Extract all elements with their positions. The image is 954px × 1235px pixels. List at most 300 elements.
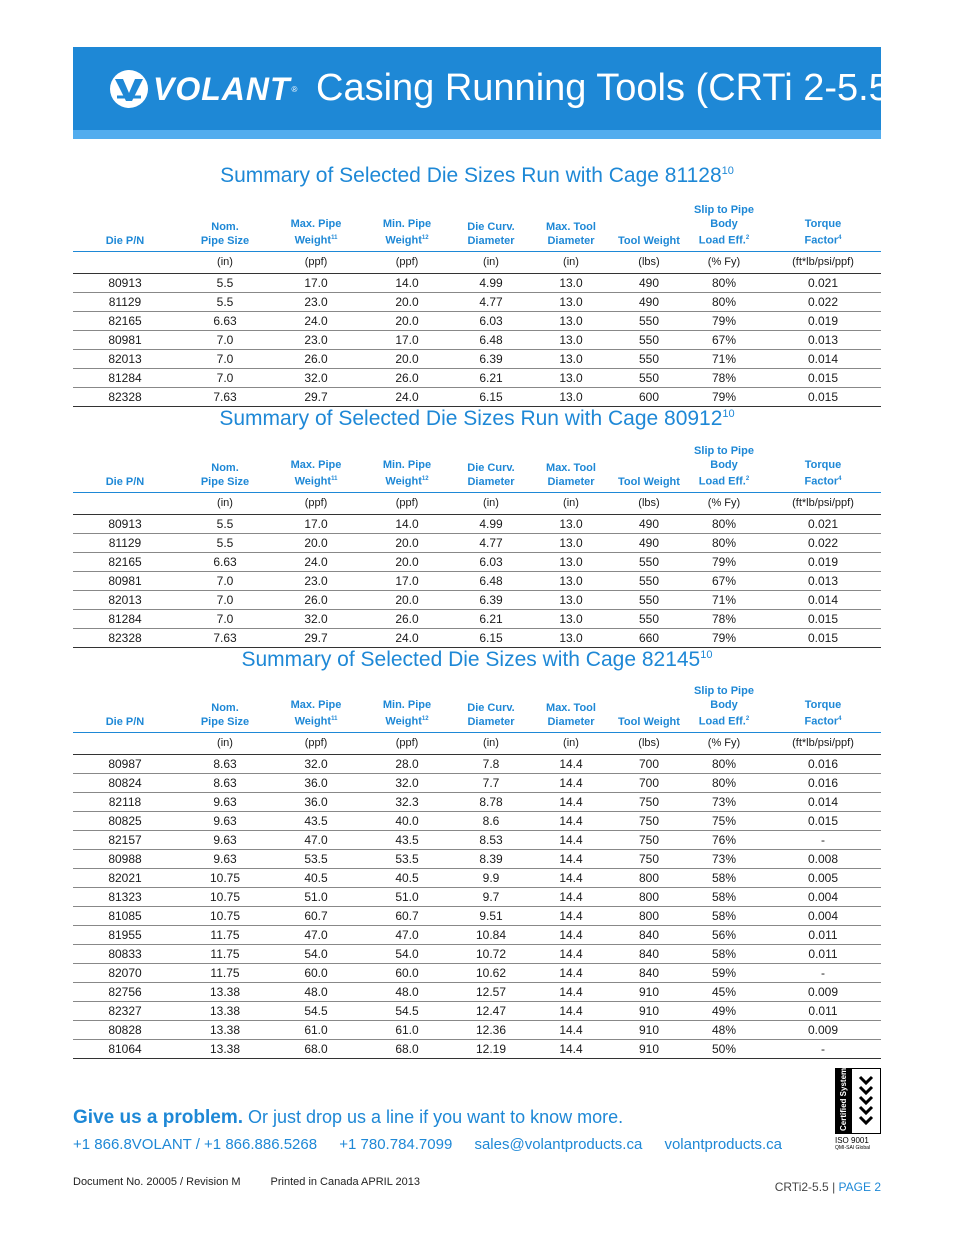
table-cell: 40.0 <box>359 811 455 830</box>
table-cell: 32.0 <box>273 368 359 387</box>
table-cell: 81955 <box>73 925 177 944</box>
table-row <box>73 906 881 925</box>
table-cell: 6.03 <box>455 552 527 571</box>
table-cell: 0.014 <box>765 590 881 609</box>
iso-certification-badge <box>835 1068 881 1152</box>
column-header-line1: Nom. <box>211 461 239 474</box>
table-cell: 47.0 <box>273 925 359 944</box>
unit-cell: (ppf) <box>359 251 455 273</box>
table-cell: 7.63 <box>177 628 273 647</box>
table-cell: 60.0 <box>359 963 455 982</box>
table-row <box>73 311 881 330</box>
table-cell: 54.0 <box>273 944 359 963</box>
table-cell: 75% <box>683 811 765 830</box>
table-cell: 23.0 <box>273 330 359 349</box>
column-header-line1: Min. Pipe <box>382 699 432 711</box>
column-header-line1: Slip to Pipe Body <box>694 204 754 230</box>
unit-cell <box>73 492 177 514</box>
table-cell: 82013 <box>73 590 177 609</box>
column-header-text: Diameter <box>467 715 515 728</box>
table-cell: 80% <box>683 533 765 552</box>
table-cell: 0.004 <box>765 887 881 906</box>
table-cell: 11.75 <box>177 944 273 963</box>
table-cell: 17.0 <box>273 514 359 533</box>
table-cell: 20.0 <box>359 590 455 609</box>
table-cell: 7.63 <box>177 387 273 406</box>
table-header-row <box>73 203 881 251</box>
column-header-line2 <box>527 715 615 729</box>
table-row <box>73 330 881 349</box>
table-row <box>73 609 881 628</box>
certified-system-box <box>835 1068 881 1134</box>
table-cell: 7.0 <box>177 349 273 368</box>
table-cell: 13.0 <box>527 552 615 571</box>
section-title-footnote: 10 <box>722 408 735 420</box>
column-header <box>273 444 359 492</box>
table-cell: 13.0 <box>527 571 615 590</box>
unit-cell <box>73 251 177 273</box>
column-header-line1: Slip to Pipe Body <box>694 685 754 711</box>
table-cell: 58% <box>683 944 765 963</box>
table-cell: 81284 <box>73 609 177 628</box>
column-header-line1: Max. Pipe <box>290 699 342 711</box>
column-header-text: Pipe Size <box>200 234 250 247</box>
section-title-text: Summary of Selected Die Sizes with Cage 82145 <box>241 648 701 671</box>
table-cell: 17.0 <box>273 273 359 292</box>
table-cell: 9.9 <box>455 868 527 887</box>
column-header-line2 <box>455 234 527 248</box>
table-cell: 14.4 <box>527 868 615 887</box>
column-header-text: Weight <box>294 475 332 488</box>
table-cell: 20.0 <box>359 552 455 571</box>
table-cell: 23.0 <box>273 571 359 590</box>
column-header <box>455 444 527 492</box>
column-header-line2 <box>177 234 273 248</box>
column-header-text: Diameter <box>547 475 595 488</box>
table-cell: 48.0 <box>273 982 359 1001</box>
die-table-cage-80912 <box>73 444 881 648</box>
table-cell: 6.48 <box>455 571 527 590</box>
table-cell: 8.6 <box>455 811 527 830</box>
unit-cell: (ft*lb/psi/ppf) <box>765 492 881 514</box>
column-header-line1 <box>73 461 177 475</box>
table-cell: 6.21 <box>455 368 527 387</box>
table-cell: 10.84 <box>455 925 527 944</box>
table-row <box>73 273 881 292</box>
column-header-footnote: 12 <box>421 716 429 722</box>
unit-cell: (lbs) <box>615 251 683 273</box>
column-header-text: Die P/N <box>105 715 145 728</box>
column-header-line1 <box>615 461 683 475</box>
table-cell: 82165 <box>73 311 177 330</box>
column-header-line2 <box>455 475 527 489</box>
column-header-line2 <box>177 715 273 729</box>
table-cell: 0.013 <box>765 571 881 590</box>
table-cell: 14.4 <box>527 849 615 868</box>
table-cell: 910 <box>615 1001 683 1020</box>
table-cell: 82327 <box>73 1001 177 1020</box>
table-cell: 80988 <box>73 849 177 868</box>
table-cell: 0.015 <box>765 628 881 647</box>
table-cell: 80% <box>683 514 765 533</box>
column-header-text: Weight <box>294 715 332 728</box>
table-cell: 12.36 <box>455 1020 527 1039</box>
phone-local[interactable]: +1 780.784.7099 <box>339 1136 453 1153</box>
phone-tollfree[interactable]: +1 866.8VOLANT / +1 866.886.5268 <box>73 1136 318 1153</box>
unit-cell: (% Fy) <box>683 732 765 754</box>
table-cell: 58% <box>683 868 765 887</box>
table-cell: 23.0 <box>273 292 359 311</box>
column-header <box>765 203 881 251</box>
section-title-text: Summary of Selected Die Sizes Run with Cage 81128 <box>220 164 722 187</box>
column-header-line2 <box>455 715 527 729</box>
column-header <box>73 444 177 492</box>
table-cell: 48% <box>683 1020 765 1039</box>
column-header-line2 <box>683 712 765 729</box>
column-header-line1: Torque <box>804 459 842 471</box>
table-cell: 8.53 <box>455 830 527 849</box>
iso-label: ISO 9001 <box>835 1136 869 1145</box>
column-header-line1: Nom. <box>211 220 239 233</box>
iso-registrar: QMI-SAI Global <box>835 1145 871 1151</box>
table-cell: 61.0 <box>359 1020 455 1039</box>
table-cell: 14.4 <box>527 1020 615 1039</box>
column-header-footnote: 2 <box>745 476 750 482</box>
product-code: CRTi2-5.5 <box>774 1180 829 1194</box>
table-cell: 14.4 <box>527 944 615 963</box>
table-cell: 79% <box>683 311 765 330</box>
table-cell: 0.009 <box>765 982 881 1001</box>
table-cell: 24.0 <box>273 311 359 330</box>
column-header-line1 <box>73 701 177 715</box>
table-row <box>73 925 881 944</box>
table-cell: 0.015 <box>765 387 881 406</box>
table-cell: 14.4 <box>527 754 615 773</box>
table-cell: 490 <box>615 533 683 552</box>
table-cell: 14.4 <box>527 811 615 830</box>
unit-cell: (lbs) <box>615 732 683 754</box>
column-header-line2 <box>73 234 177 248</box>
table-cell: 0.016 <box>765 754 881 773</box>
table-cell: 60.0 <box>273 963 359 982</box>
column-header-footnote: 11 <box>331 476 338 482</box>
table-cell: 60.7 <box>273 906 359 925</box>
units-row <box>73 492 881 514</box>
column-header-text: Factor <box>804 715 839 728</box>
table-cell: 80828 <box>73 1020 177 1039</box>
table-cell: 80% <box>683 773 765 792</box>
website-link[interactable]: volantproducts.ca <box>664 1136 783 1153</box>
table-row <box>73 533 881 552</box>
table-cell: 32.3 <box>359 792 455 811</box>
table-cell: 60.7 <box>359 906 455 925</box>
table-cell: 0.011 <box>765 925 881 944</box>
column-header <box>615 684 683 732</box>
table-cell: 81323 <box>73 887 177 906</box>
unit-cell: (in) <box>177 732 273 754</box>
column-header <box>359 444 455 492</box>
column-header-text: Pipe Size <box>200 475 250 488</box>
column-header-text: Weight <box>385 234 422 247</box>
unit-cell: (% Fy) <box>683 251 765 273</box>
table-row <box>73 590 881 609</box>
table-cell: 8.63 <box>177 754 273 773</box>
table-cell: 0.014 <box>765 792 881 811</box>
table-cell: 10.75 <box>177 906 273 925</box>
table-cell: 0.013 <box>765 330 881 349</box>
table-cell: - <box>765 1039 881 1058</box>
table-cell: 36.0 <box>273 773 359 792</box>
table-cell: 32.0 <box>359 773 455 792</box>
table-cell: 10.75 <box>177 868 273 887</box>
column-header-text: Load Eff. <box>698 234 746 247</box>
table-cell: 13.0 <box>527 273 615 292</box>
column-header-line2 <box>615 715 683 729</box>
table-cell: 8.39 <box>455 849 527 868</box>
table-cell: 7.7 <box>455 773 527 792</box>
column-header-line2 <box>615 234 683 248</box>
table-cell: 0.022 <box>765 292 881 311</box>
contact-line <box>73 1136 800 1153</box>
table-cell: 80833 <box>73 944 177 963</box>
table-cell: 82328 <box>73 628 177 647</box>
column-header-line2 <box>273 712 359 729</box>
column-header-line2 <box>359 712 455 729</box>
table-cell: 24.0 <box>359 387 455 406</box>
table-cell: 29.7 <box>273 628 359 647</box>
table-cell: 910 <box>615 1039 683 1058</box>
table-row <box>73 887 881 906</box>
table-cell: 7.8 <box>455 754 527 773</box>
column-header-line1: Slip to Pipe Body <box>694 445 754 471</box>
table-cell: 82070 <box>73 963 177 982</box>
table-cell: 68.0 <box>359 1039 455 1058</box>
table-cell: 20.0 <box>359 533 455 552</box>
table-cell: 10.72 <box>455 944 527 963</box>
table-cell: 81064 <box>73 1039 177 1058</box>
table-cell: 0.004 <box>765 906 881 925</box>
column-header <box>683 444 765 492</box>
table-cell: - <box>765 830 881 849</box>
table-cell: 6.48 <box>455 330 527 349</box>
table-cell: 14.4 <box>527 887 615 906</box>
table-cell: 840 <box>615 963 683 982</box>
cta-text: Or just drop us a line if you want to know more. <box>243 1107 624 1127</box>
unit-cell: (in) <box>455 732 527 754</box>
table-cell: 13.38 <box>177 982 273 1001</box>
table-header-row <box>73 684 881 732</box>
column-header-text: Diameter <box>547 234 595 247</box>
column-header-footnote: 2 <box>745 716 750 722</box>
table-cell: 4.99 <box>455 514 527 533</box>
column-header-line1: Die Curv. <box>467 701 515 714</box>
table-cell: 750 <box>615 792 683 811</box>
table-row <box>73 628 881 647</box>
page-header <box>73 47 903 139</box>
table-cell: 9.51 <box>455 906 527 925</box>
column-header-line1: Max. Pipe <box>290 218 342 230</box>
column-header-line1: Min. Pipe <box>382 459 432 471</box>
registered-mark: ® <box>291 84 298 94</box>
column-header-footnote: 11 <box>331 716 338 722</box>
document-info <box>73 1176 420 1188</box>
table-cell: 20.0 <box>359 349 455 368</box>
table-cell: 800 <box>615 868 683 887</box>
unit-cell: (ppf) <box>273 251 359 273</box>
header-accent-strip <box>73 130 881 139</box>
section-title-cage-81128 <box>0 164 954 188</box>
column-header <box>273 203 359 251</box>
column-header <box>455 684 527 732</box>
table-cell: 800 <box>615 887 683 906</box>
unit-cell: (in) <box>177 492 273 514</box>
column-header-line2 <box>527 234 615 248</box>
table-cell: 550 <box>615 590 683 609</box>
column-header-footnote: 12 <box>421 476 429 482</box>
column-header-line1: Nom. <box>211 701 239 714</box>
column-header-line1: Min. Pipe <box>382 218 432 230</box>
table-cell: 0.016 <box>765 773 881 792</box>
table-cell: 54.0 <box>359 944 455 963</box>
column-header-line1: Max. Tool <box>546 220 596 233</box>
table-cell: 82013 <box>73 349 177 368</box>
column-header <box>615 444 683 492</box>
table-cell: 0.011 <box>765 944 881 963</box>
page-separator: | <box>832 1180 836 1194</box>
unit-cell: (in) <box>455 251 527 273</box>
table-row <box>73 514 881 533</box>
footer-call-to-action <box>73 1107 623 1129</box>
column-header-line2 <box>765 231 881 248</box>
table-cell: 82118 <box>73 792 177 811</box>
table-cell: 490 <box>615 514 683 533</box>
table-cell: 80% <box>683 292 765 311</box>
table-cell: 700 <box>615 754 683 773</box>
table-cell: 6.39 <box>455 590 527 609</box>
table-cell: 12.57 <box>455 982 527 1001</box>
column-header <box>359 684 455 732</box>
table-cell: 7.0 <box>177 590 273 609</box>
table-cell: 80913 <box>73 514 177 533</box>
table-row <box>73 368 881 387</box>
table-cell: 600 <box>615 387 683 406</box>
table-cell: 10.62 <box>455 963 527 982</box>
page-number: PAGE 2 <box>838 1180 881 1194</box>
column-header-footnote: 4 <box>838 235 842 241</box>
table-row <box>73 292 881 311</box>
table-cell: 0.021 <box>765 273 881 292</box>
table-cell: 6.21 <box>455 609 527 628</box>
table-cell: 26.0 <box>359 368 455 387</box>
section-title-cage-82145 <box>0 648 954 672</box>
table-cell: 4.77 <box>455 533 527 552</box>
table-header-row <box>73 444 881 492</box>
column-header-line2 <box>527 475 615 489</box>
table-cell: 9.63 <box>177 792 273 811</box>
table-cell: 14.4 <box>527 906 615 925</box>
table-cell: 490 <box>615 273 683 292</box>
table-cell: 840 <box>615 925 683 944</box>
column-header-text: Factor <box>804 475 839 488</box>
table-cell: 13.38 <box>177 1039 273 1058</box>
table-cell: 4.99 <box>455 273 527 292</box>
table-cell: 14.4 <box>527 982 615 1001</box>
table-cell: 11.75 <box>177 963 273 982</box>
column-header-line2 <box>73 475 177 489</box>
table-cell: 78% <box>683 368 765 387</box>
column-header-text: Die P/N <box>105 234 145 247</box>
column-header-text: Weight <box>385 715 422 728</box>
table-cell: 750 <box>615 811 683 830</box>
table-cell: 73% <box>683 792 765 811</box>
units-row <box>73 251 881 273</box>
table-cell: 40.5 <box>359 868 455 887</box>
table-cell: 0.019 <box>765 311 881 330</box>
column-header-line1: Max. Tool <box>546 701 596 714</box>
table-cell: 80824 <box>73 773 177 792</box>
table-cell: 82165 <box>73 552 177 571</box>
table-cell: 5.5 <box>177 533 273 552</box>
column-header-line2 <box>683 231 765 248</box>
table-cell: 78% <box>683 609 765 628</box>
column-header-line2 <box>765 712 881 729</box>
table-cell: 80% <box>683 273 765 292</box>
column-header-text: Tool Weight <box>618 475 680 488</box>
table-cell: 49% <box>683 1001 765 1020</box>
column-header-line2 <box>683 472 765 489</box>
table-cell: 24.0 <box>359 628 455 647</box>
table-cell: 13.0 <box>527 368 615 387</box>
die-table-cage-82145 <box>73 684 881 1059</box>
column-header <box>527 684 615 732</box>
unit-cell: (lbs) <box>615 492 683 514</box>
table-cell: 0.021 <box>765 514 881 533</box>
table-cell: 51.0 <box>273 887 359 906</box>
email-link[interactable]: sales@volantproducts.ca <box>474 1136 643 1153</box>
table-cell: 14.4 <box>527 830 615 849</box>
column-header <box>527 444 615 492</box>
column-header-text: Tool Weight <box>618 715 680 728</box>
table-cell: 59% <box>683 963 765 982</box>
unit-cell: (ppf) <box>273 732 359 754</box>
column-header <box>73 203 177 251</box>
table-cell: 47.0 <box>273 830 359 849</box>
column-header-footnote: 11 <box>331 235 338 241</box>
unit-cell: (ppf) <box>273 492 359 514</box>
table-cell: 20.0 <box>359 292 455 311</box>
table-cell: 14.4 <box>527 1039 615 1058</box>
column-header <box>527 203 615 251</box>
column-header-text: Diameter <box>467 234 515 247</box>
column-header <box>73 684 177 732</box>
table-cell: 67% <box>683 330 765 349</box>
table-cell: 26.0 <box>359 609 455 628</box>
table-cell: 80% <box>683 754 765 773</box>
table-cell: 0.009 <box>765 1020 881 1039</box>
table-cell: 47.0 <box>359 925 455 944</box>
table-cell: 13.0 <box>527 628 615 647</box>
table-cell: 6.15 <box>455 387 527 406</box>
cta-headline: Give us a problem. <box>73 1107 243 1128</box>
column-header <box>683 684 765 732</box>
column-header-line1 <box>615 701 683 715</box>
column-header-line2 <box>359 231 455 248</box>
table-cell: 13.0 <box>527 292 615 311</box>
table-cell: 0.015 <box>765 609 881 628</box>
table-cell: 550 <box>615 571 683 590</box>
table-cell: 550 <box>615 552 683 571</box>
column-header <box>177 444 273 492</box>
